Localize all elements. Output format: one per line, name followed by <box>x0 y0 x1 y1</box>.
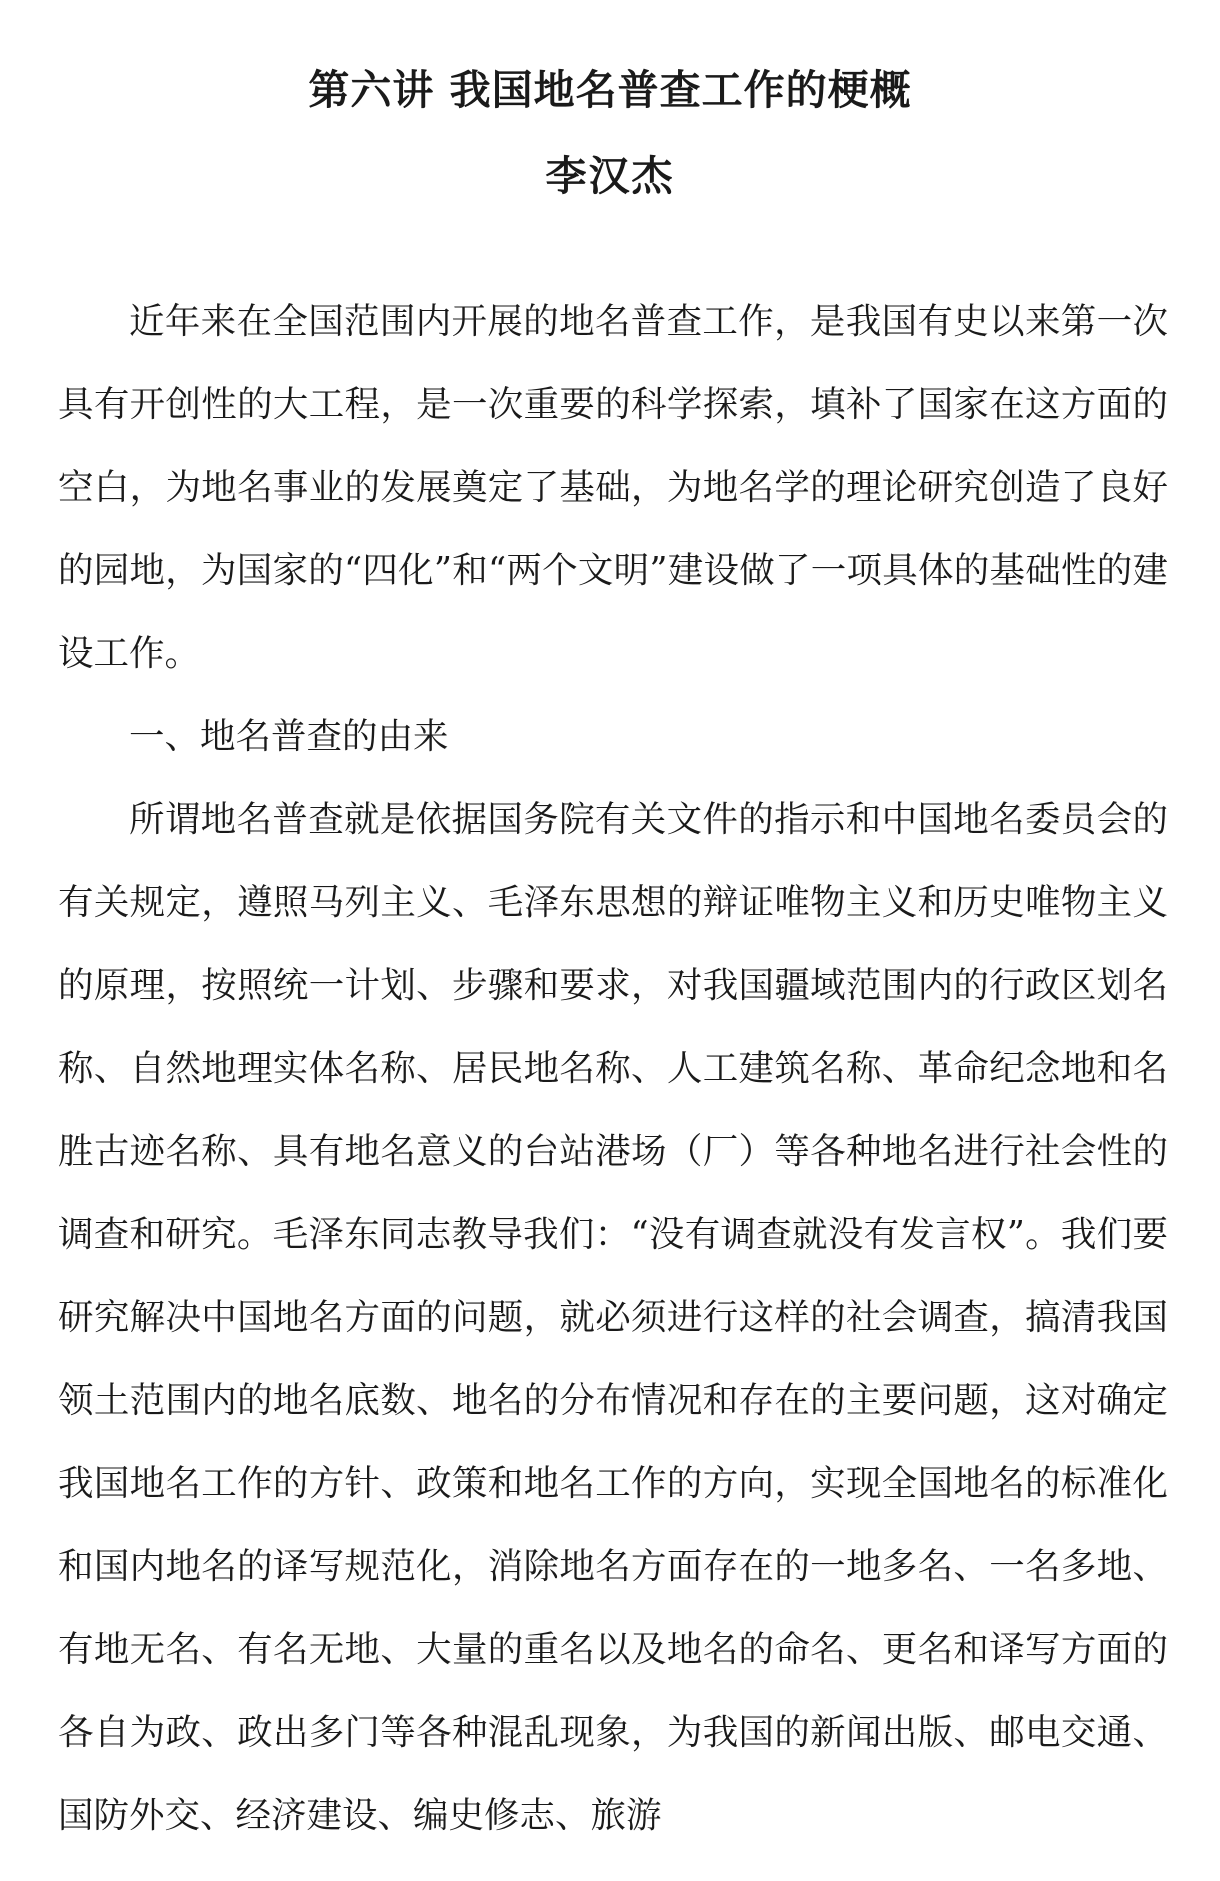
paragraph-intro: 近年来在全国范围内开展的地名普查工作，是我国有史以来第一次具有开创性的大工程，是一次重要的科学探索，填补了国家在这方面的空白，为地名事业的发展奠定了基础，为地名学的理论研究创造了良好的园地，为国家的“四化”和“两个文明”建设做了一项具体的基础性的建设工作。 <box>58 301 1168 674</box>
document-author: 李汉杰 <box>545 152 675 200</box>
document-title: 第六讲 我国地名普查工作的梗概 <box>308 66 912 114</box>
section-heading: 一、地名普查的由来 <box>129 716 449 757</box>
document-body <box>58 280 1168 1857</box>
paragraph-definition: 所谓地名普查就是依据国务院有关文件的指示和中国地名委员会的有关规定，遵照马列主义、毛泽东思想的辩证唯物主义和历史唯物主义的原理，按照统一计划、步骤和要求，对我国疆域范围内的行政区划名称、自然地理实体名称、居民地名称、人工建筑名称、革命纪念地和名胜古迹名称、具有地名意义的台站港场（厂）等各种地名进行社会性的调查和研究。毛泽东同志教导我们：“没有调查就没有发言权”。我们要研究解决中国地名方面的问题，就必须进行这样的社会调查，搞清我国领土范围内的地名底数、地名的分布情况和存在的主要问题，这对确定我国地名工作的方针、政策和地名工作的方向，实现全国地名的标准化和国内地名的译写规范化，消除地名方面存在的一地多名、一名多地、有地无名、有名无地、大量的重名以及地名的命名、更名和译写方面的各自为政、政出多门等各种混乱现象，为我国的新闻出版、邮电交通、国防外交、经济建设、编史修志、旅游 <box>58 799 1168 1836</box>
